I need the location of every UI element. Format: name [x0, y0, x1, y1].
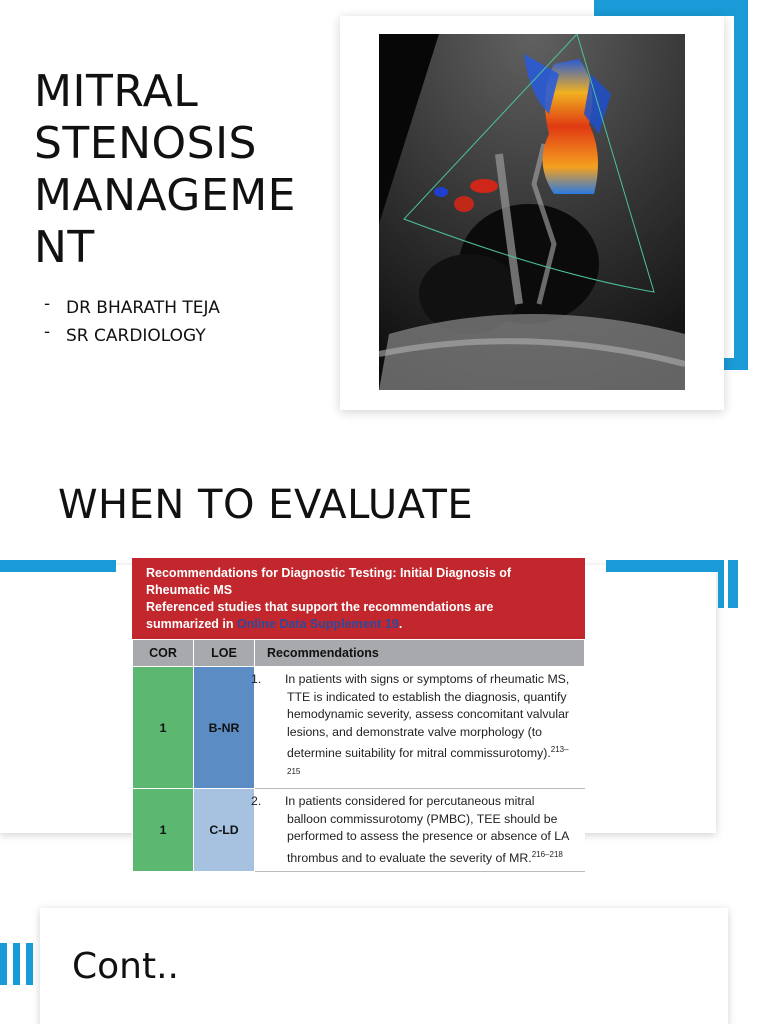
- accent-bar-bottom: [724, 358, 748, 370]
- presenter-list: [44, 294, 220, 350]
- recommendation-cell: [251, 667, 585, 789]
- header-line: [146, 616, 571, 633]
- header-text: summarized in: [146, 617, 237, 631]
- column-header-loe: LOE: [194, 640, 255, 667]
- recommendation-cell: [251, 789, 585, 872]
- recommendation-text: In patients considered for percutaneous mitral balloon commissurotomy (PMBC), TEE should be performed to assess the presence or absence of LA thrombus and to evaluate the severity of MR.: [285, 794, 569, 865]
- slide-title: WHEN TO EVALUATE: [58, 482, 474, 528]
- header-text: .: [398, 617, 403, 631]
- accent-stripe: [718, 560, 724, 608]
- title-line-1: MITRAL: [34, 66, 199, 117]
- item-number: 2.: [251, 794, 262, 809]
- header-line: Rheumatic MS: [146, 583, 233, 597]
- header-line: Referenced studies that support the recommendations are: [146, 600, 494, 614]
- table-row: [133, 667, 585, 789]
- table-row: [133, 789, 585, 872]
- continuation-slide: [0, 890, 768, 1024]
- cor-cell: 1: [133, 789, 194, 872]
- item-number: 1.: [251, 672, 262, 686]
- column-header-recommendations: Recommendations: [255, 640, 585, 667]
- slide-title: Cont..: [72, 946, 179, 987]
- echocardiogram-image: [379, 34, 685, 390]
- image-frame: [340, 16, 724, 410]
- accent-bar-right: [606, 560, 718, 572]
- table-header: [132, 558, 585, 639]
- column-header-cor: COR: [133, 640, 194, 667]
- accent-bar-right: [734, 0, 748, 370]
- reference: 216–218: [531, 849, 563, 859]
- list-item: [44, 322, 220, 350]
- loe-cell: B-NR: [194, 667, 255, 789]
- accent-bar-left: [0, 560, 116, 572]
- recommendation-table: [132, 558, 585, 872]
- recommendation-text: In patients with signs or symptoms of rheumatic MS, TTE is indicated to establish the diagnosis, quantify hemodynamic severity, assess concomitant valvular lesions, and demonstrate valve morphology (to determine suitability for mitral commissurotomy).: [285, 672, 570, 761]
- accent-stripe: [26, 943, 33, 985]
- accent-bar-top: [594, 0, 748, 16]
- echo-graphic: [379, 34, 685, 390]
- data-table: [132, 639, 585, 872]
- bullet-marker: -: [44, 294, 51, 314]
- title-line-4: NT: [34, 222, 95, 273]
- presenter-name: DR BHARATH TEJA: [66, 298, 220, 318]
- evaluate-slide: [0, 440, 768, 890]
- supplement-link[interactable]: Online Data Supplement 19: [237, 617, 399, 631]
- header-line: Recommendations for Diagnostic Testing: Initial Diagnosis of: [146, 566, 512, 580]
- loe-cell: C-LD: [194, 789, 255, 872]
- reference: 213–215: [287, 745, 569, 776]
- accent-stripe: [0, 943, 7, 985]
- bullet-marker: -: [44, 322, 51, 342]
- list-item: [44, 294, 220, 322]
- presenter-role: SR CARDIOLOGY: [66, 326, 206, 346]
- title-line-3: MANAGEME: [34, 170, 296, 221]
- presentation-title: [34, 66, 334, 274]
- cor-cell: 1: [133, 667, 194, 789]
- title-slide: [0, 0, 768, 440]
- title-line-2: STENOSIS: [34, 118, 257, 169]
- accent-stripe: [13, 943, 20, 985]
- accent-stripe: [728, 560, 738, 608]
